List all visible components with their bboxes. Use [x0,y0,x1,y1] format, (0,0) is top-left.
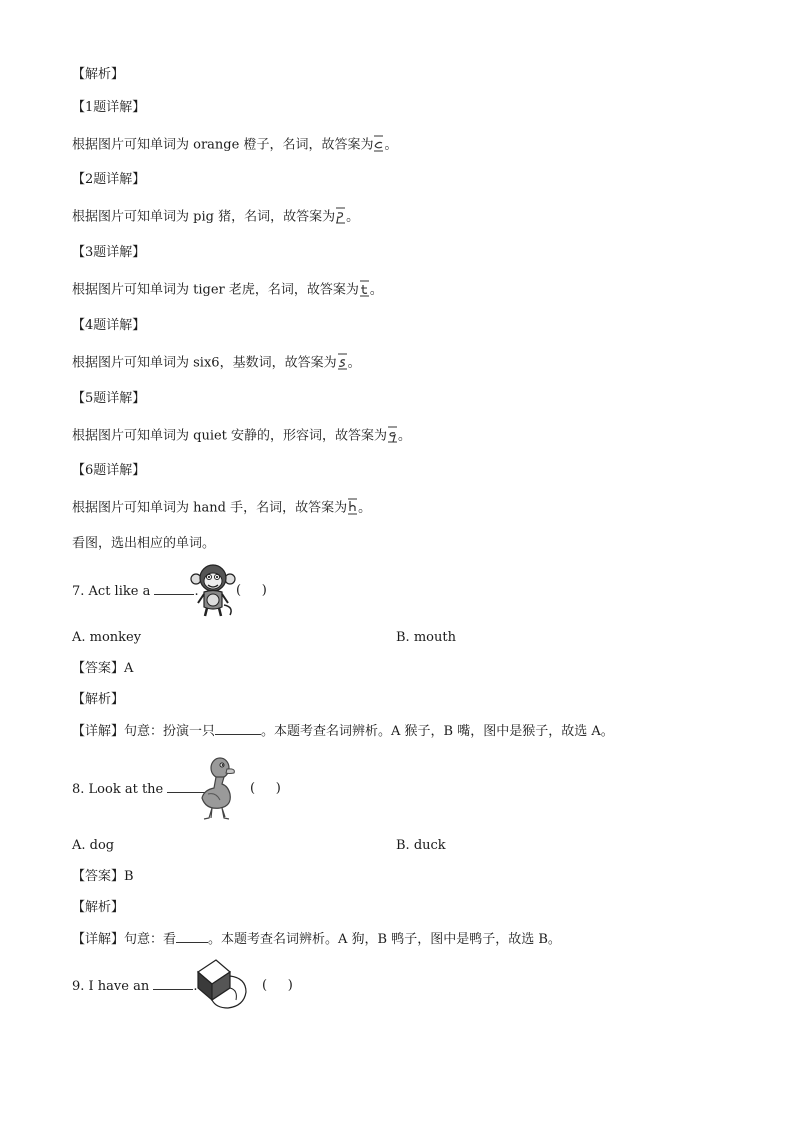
question-8-stem: 8. Look at the [72,780,212,799]
question-8-answer: 【答案】B [72,869,134,884]
question-8-detail: 【详解】句意：看 。本题考查名词辨析。A 狗，B 鸭子，图中是鸭子，故选 B。 [72,932,561,947]
question-7-option-b[interactable]: B. mouth [396,630,456,645]
question-9-stem: 9. I have an . [72,979,198,994]
question-7-option-a[interactable]: A. monkey [72,630,142,645]
detail-text-2: 根据图片可知单词为 pig 猪，名词，故答案为 。 [72,207,359,227]
detail-text-6: 根据图片可知单词为 hand 手，名词，故答案为 。 [72,498,371,518]
handwritten-letter-s-icon [337,351,348,371]
question-8-analysis: 【解析】 [72,900,125,915]
question-7-detail: 【详解】句意：扮演一只 。本题考查名词辨析。A 猴子，B 嘴，图中是猴子，故选 A。 [72,724,614,739]
analysis-header: 【解析】 [72,67,125,82]
question-7-answer: 【答案】A [72,661,134,676]
detail-text-1: 根据图片可知单词为 orange 橙子，名词，故答案为 。 [72,135,397,155]
question-7-analysis: 【解析】 [72,692,125,707]
handwritten-letter-p-icon [335,205,346,225]
detail-text-3: 根据图片可知单词为 tiger 老虎，名词，故答案为 。 [72,280,383,300]
question-8-answer-paren[interactable]: ( ) [250,781,281,796]
question-8-option-b[interactable]: B. duck [396,838,446,853]
detail-title-6: 【6题详解】 [72,463,146,478]
monkey-picture [190,563,236,619]
detail-text-4: 根据图片可知单词为 six6，基数词，故答案为 。 [72,353,361,373]
handwritten-letter-q-icon [387,424,398,444]
instruction: 看图，选出相应的单词。 [72,536,216,551]
question-8-option-a[interactable]: A. dog [72,838,115,853]
handwritten-letter-o-icon [373,133,384,153]
handwritten-letter-h-icon [347,496,358,516]
detail-title-4: 【4题详解】 [72,318,146,333]
detail-title-5: 【5题详解】 [72,391,146,406]
handwritten-letter-t-icon [359,278,370,298]
question-9-answer-paren[interactable]: ( ) [262,978,293,993]
duck-picture [198,756,240,822]
detail-title-1: 【1题详解】 [72,100,146,115]
question-7-answer-paren[interactable]: ( ) [236,583,267,598]
detail-title-2: 【2题详解】 [72,172,146,187]
eraser-picture [194,958,250,1014]
detail-title-3: 【3题详解】 [72,245,146,260]
question-7-stem: 7. Act like a . [72,584,199,599]
detail-text-5: 根据图片可知单词为 quiet 安静的，形容词，故答案为 。 [72,426,411,446]
